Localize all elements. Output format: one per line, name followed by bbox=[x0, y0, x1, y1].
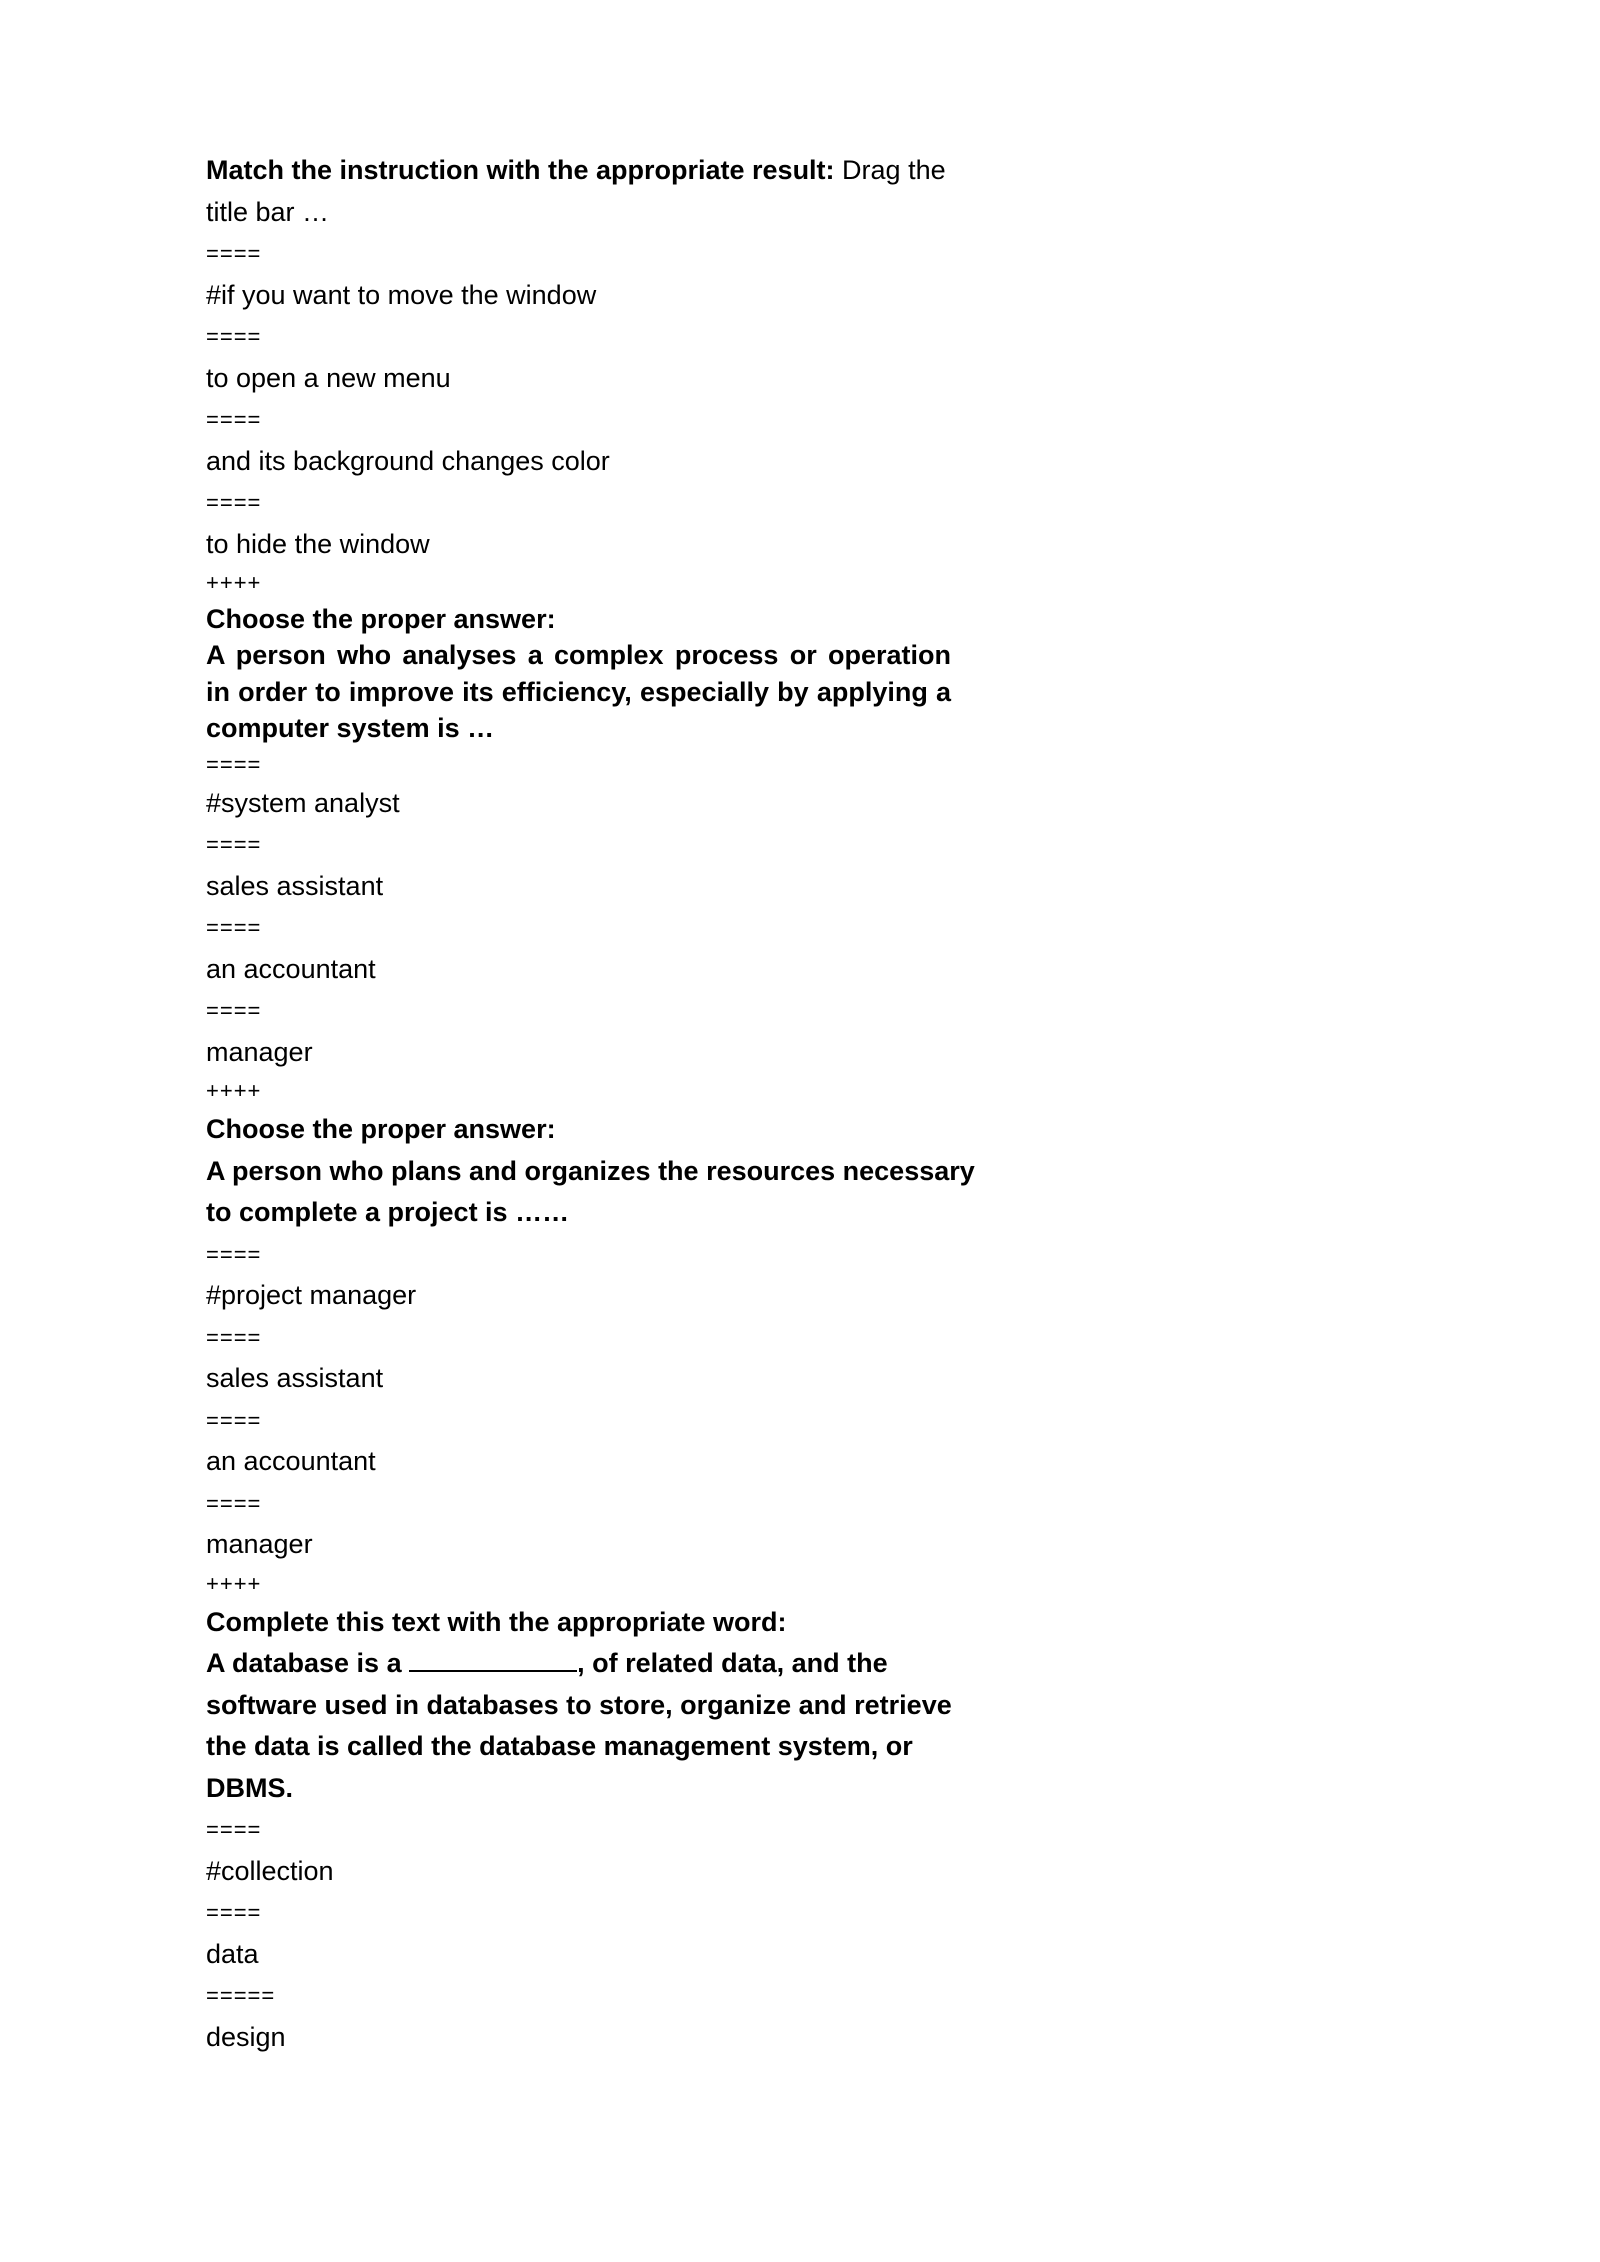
separator: ==== bbox=[206, 1817, 262, 1842]
end-marker: ++++ bbox=[206, 1570, 262, 1596]
fill-in-blank bbox=[409, 1648, 577, 1672]
q4-option-3: design bbox=[206, 2021, 286, 2052]
q4-heading: Complete this text with the appropriate word: bbox=[206, 1606, 787, 1637]
q4-text-line3: the data is called the database management system, or bbox=[206, 1731, 913, 1761]
separator: ==== bbox=[206, 1324, 262, 1350]
separator: ==== bbox=[206, 490, 262, 515]
document-page bbox=[206, 150, 975, 2058]
end-marker: ++++ bbox=[206, 570, 262, 595]
separator: ===== bbox=[206, 1983, 276, 2008]
q1-prompt bbox=[206, 150, 951, 192]
separator: ==== bbox=[206, 1407, 262, 1433]
q3-heading: Choose the proper answer: bbox=[206, 1114, 556, 1144]
q2-option-3: an accountant bbox=[206, 953, 376, 984]
separator: ==== bbox=[206, 998, 262, 1023]
separator: ==== bbox=[206, 751, 262, 777]
q1-prompt-line2: title bar … bbox=[206, 196, 330, 227]
q3-question-line1: A person who plans and organizes the resources necessary bbox=[206, 1155, 975, 1186]
q2-heading: Choose the proper answer: bbox=[206, 604, 556, 634]
q1-option-3: and its background changes color bbox=[206, 445, 610, 476]
q1-option-4: to hide the window bbox=[206, 528, 430, 559]
q1-option-1: #if you want to move the window bbox=[206, 279, 597, 310]
q2-option-4: manager bbox=[206, 1036, 313, 1067]
q2-question: A person who analyses a complex process or operation in order to improve its efficiency, especially by applying a computer system is … bbox=[206, 640, 951, 743]
q3-question-line2: to complete a project is …… bbox=[206, 1197, 570, 1227]
separator: ==== bbox=[206, 915, 262, 940]
q4-option-1: #collection bbox=[206, 1855, 334, 1886]
q4-text-line4: DBMS. bbox=[206, 1772, 293, 1803]
q2-option-2: sales assistant bbox=[206, 870, 384, 901]
end-marker: ++++ bbox=[206, 1078, 262, 1103]
q1-prompt-bold: Match the instruction with the appropriate result: bbox=[206, 155, 835, 185]
separator: ==== bbox=[206, 407, 262, 432]
separator: ==== bbox=[206, 1490, 262, 1516]
q3-option-3: an accountant bbox=[206, 1446, 376, 1476]
q3-option-1: #project manager bbox=[206, 1280, 417, 1310]
q4-text-line2: software used in databases to store, organize and retrieve bbox=[206, 1689, 952, 1720]
separator: ==== bbox=[206, 1900, 262, 1925]
q1-prompt-rest: Drag the bbox=[834, 155, 946, 185]
q4-option-2: data bbox=[206, 1938, 259, 1969]
separator: ==== bbox=[206, 324, 262, 349]
separator: ==== bbox=[206, 832, 262, 857]
q1-option-2: to open a new menu bbox=[206, 362, 451, 393]
q4-text-line1-start: A database is a bbox=[206, 1648, 410, 1678]
q3-option-2: sales assistant bbox=[206, 1363, 384, 1393]
q4-text-line1 bbox=[206, 1643, 951, 1685]
q2-option-1: #system analyst bbox=[206, 787, 400, 818]
q3-option-4: manager bbox=[206, 1529, 313, 1559]
separator: ==== bbox=[206, 241, 262, 266]
q4-text-line1-end: , of related data, and the bbox=[577, 1648, 888, 1678]
separator: ==== bbox=[206, 1241, 262, 1267]
